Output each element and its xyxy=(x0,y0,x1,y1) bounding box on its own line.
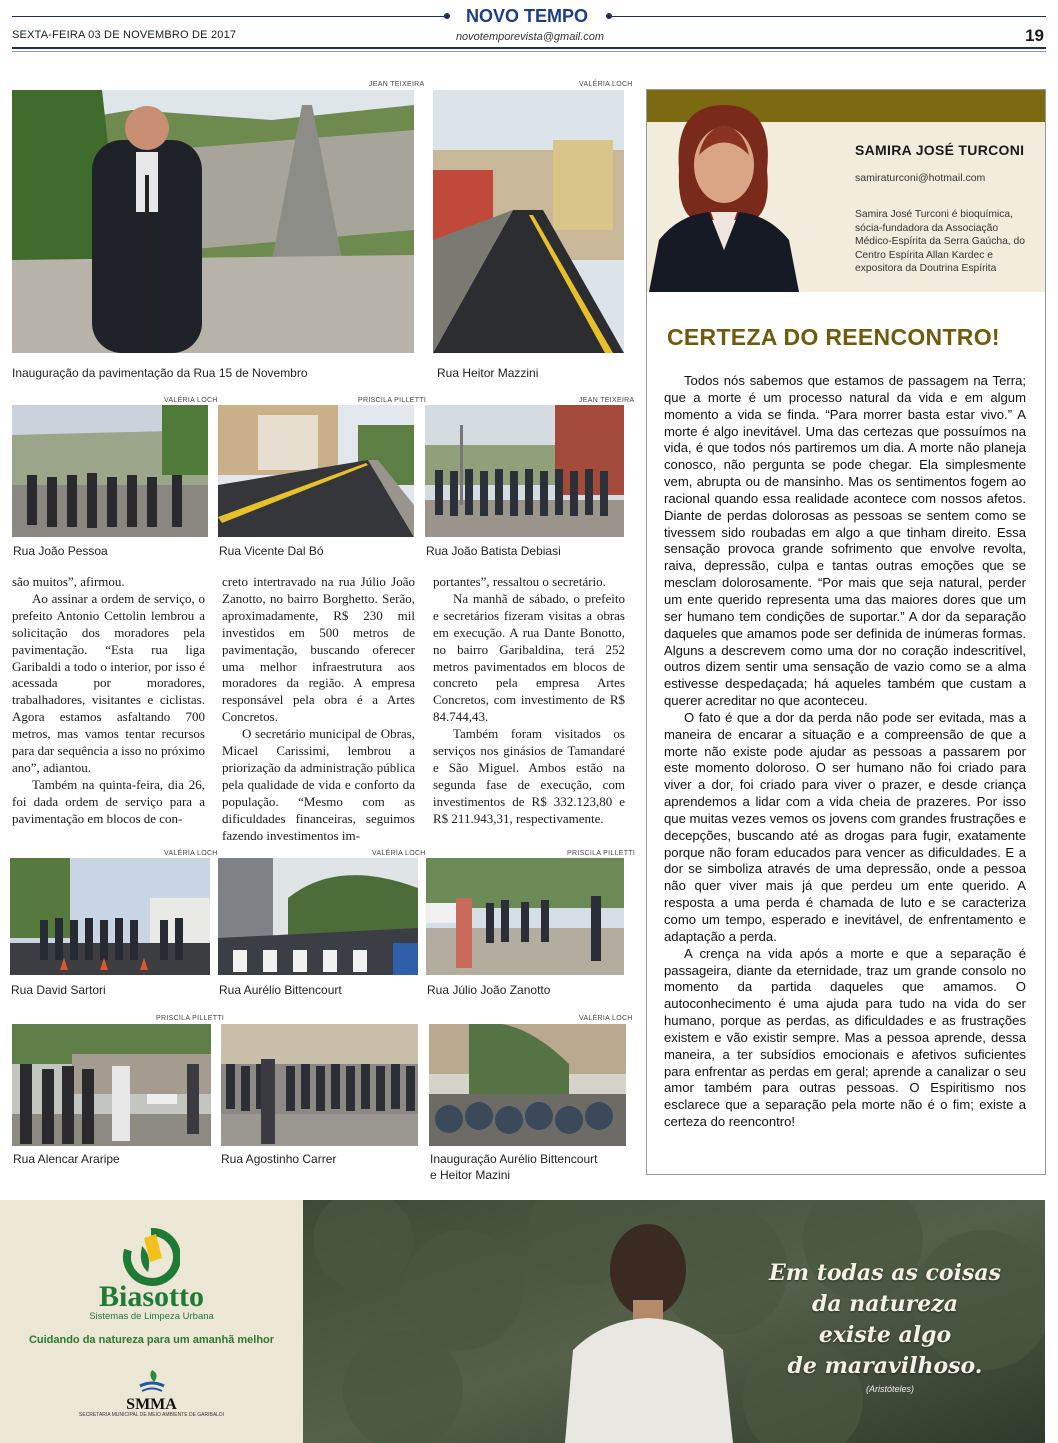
article-column-2 xyxy=(222,574,415,845)
quote-line: existe algo xyxy=(818,1322,952,1348)
photo-rua-joao-batista-debiasi xyxy=(425,405,624,537)
photo-rua-joao-pessoa xyxy=(12,405,208,537)
photo-caption: Rua Heitor Mazzini xyxy=(437,366,539,380)
photo-rua-julio-joao-zanotto xyxy=(426,858,624,975)
opinion-column xyxy=(646,89,1046,1175)
photo-credit: VALÉRIA LOCH xyxy=(164,397,218,404)
quote-line: da natureza xyxy=(811,1291,959,1317)
issue-date: SEXTA-FEIRA 03 DE NOVEMBRO DE 2017 xyxy=(12,29,237,41)
column-paragraph: Todos nós sabemos que estamos de passagem na Terra; que a morte é um processo natural da vida e em algum momento a vida se finda. “Para morrer basta estar vivo.” A morte é algo inevitável. Uma das certezas que possuímos na vida, é que todos nós partiremos um dia. A morte não planeja conosco, não pergunta se pode chegar. Ela simplesmente vem, abrupta ou de mansinho. Mas os sentimentos fogem ao racional quando essa realidade acontece com nossos afetos. Diante de perdas dolorosas as pessoas se sentem como se tivessem sido roubadas em algo a que tinham direito. Essa sensação provoca grande sofrimento que envolve revolta, raiva, depressão, culpa e tantas outras emoções que se mesclam dolorosamente. “Por mais que seja natural, perder um ente querido representa uma das maiores dores que um ser humano tem condições de suportar.” A dor da separação daqueles que amamos pode ser definida de inúmeras formas. Alguns a descrevem como uma dor no coração indescritível, outros dizem sentir uma sensação de vazio como se a alma estivesse despedaçada; há aqueles também que custam a querer acreditar no que aconteceu. xyxy=(664,373,1026,709)
brand-slogan: Cuidando da natureza para um amanhã melhor xyxy=(28,1334,275,1346)
photo-credit: VALÉRIA LOCH xyxy=(164,850,218,857)
quote-author: (Aristóteles) xyxy=(865,1384,914,1394)
biasotto-logo-icon xyxy=(122,1228,180,1286)
smma-logo-icon xyxy=(138,1368,166,1394)
article-paragraph: Ao assinar a ordem de serviço, o prefeito Antonio Cettolin lembrou a solicitação dos moradores pela pavimentação. “Esta rua liga Garibaldi a todo o interior, por isso é acessada por moradores, trabalhadores, visitantes e ciclistas. Agora estamos asfaltando 700 metros, mas vamos tentar recursos para dar sequência a isso no próximo ano”, adiantou. xyxy=(12,590,205,775)
photo-caption: Inauguração da pavimentação da Rua 15 de Novembro xyxy=(12,366,308,380)
brand-name: Biasotto xyxy=(99,1280,204,1313)
article-paragraph: Também foram visitados os serviços nos ginásios de Tamandaré e São Miguel. Ambos estão na segunda fase de execução, com investimentos de R$ 332.123,80 e R$ 211.943,31, respectivamente. xyxy=(433,726,625,826)
photo-caption: Rua Vicente Dal Bó xyxy=(219,544,324,558)
photo-caption: Rua João Pessoa xyxy=(13,544,108,558)
column-paragraph: A crença na vida após a morte e que a separação é passageira, diante da eternidade, traz um grande consolo no momento da partida daqueles que amamos. O autoconhecimento é uma ajuda para tudo na vida do ser humano, porque as perdas, as dificuldades e as frustrações existem e vão existir sempre. Mas a pessoa aprende, dessa maneira, a ter subsídios emocionais e afetivos suficientes para enfrentar as perdas em geral; aprende a canalizar o seu amor também para outras pessoas. O Espiritismo nos esclarece que a separação pela morte não é o fim; existe a certeza do reencontro! xyxy=(664,945,1026,1130)
header-rule-right xyxy=(610,16,1046,17)
column-paragraph: O fato é que a dor da perda não pode ser evitada, mas a maneira de encarar a situação e a compreensão de que a morte não existe pode ajudar as pessoas a passarem por este momento doloroso. O ser humano não foi criado para viver a dor, foi criado para viver o prazer, e desde criança aprendemos a lidar com a vida cheia de prazeres. Por isso que muitas vezes vemos os jovens com grandes frustrações e decepções, buscando até as drogas para fugir, exatamente porque não foram educados para vencer as dificuldades. E a dor se simboliza através de uma depressão, onde a pessoa não quer viver mais já que perdeu um ente querido. A resposta a uma perda é chamada de luto e se caracteriza como um tempo, esperado e inevitável, de enfrentamento e adaptação a perda. xyxy=(664,709,1026,944)
photo-caption: Rua David Sartori xyxy=(11,983,106,997)
ad-quote xyxy=(765,1258,1005,1382)
photo-credit: PRISCILA PILLETTI xyxy=(567,850,636,857)
quote-line: de maravilhoso. xyxy=(787,1353,983,1379)
page-number: 19 xyxy=(1025,26,1044,45)
photo-caption: Rua João Batista Debiasi xyxy=(426,544,561,558)
photo-rua-vicente-dal-bo xyxy=(218,405,414,537)
photo-caption: Rua Aurélio Bittencourt xyxy=(219,983,342,997)
header-rule-bottom xyxy=(12,47,1046,49)
article-column-3 xyxy=(433,574,625,828)
photo-rua-15-novembro xyxy=(12,90,414,353)
author-bio: Samira José Turconi é bioquímica, sócia-fundadora da Associação Médico-Espírita da Serra Gaúcha, do Centro Espírita Allan Kardec e expositora da Doutrina Espírita xyxy=(855,209,1025,274)
brand-subtitle: Sistemas de Limpeza Urbana xyxy=(89,1311,214,1322)
article-paragraph: O secretário municipal de Obras, Micael Carissimi, lembrou a priorização da administração pública pela qualidade de vida e conforto da população. “Mesmo com as dificuldades financeiras, seguimos fazendo investimentos im- xyxy=(222,726,415,843)
article-paragraph: creto intertravado na rua Júlio João Zanotto, no bairro Borghetto. Serão, aproximadamente, R$ 230 mil investidos em 500 metros de pavimentação, buscando oferecer uma melhor infraestrutura aos moradores da região. A empresa responsável pela obra é a Artes Concretos. xyxy=(222,574,415,725)
article-paragraph: Na manhã de sábado, o prefeito e secretários fizeram visitas a obras em execução. A rua Dante Bonotto, no bairro Garibaldina, terá 252 metros pavimentados em blocos de concreto pela empresa Artes Concretos, com investimento de R$ 84.744,43. xyxy=(433,590,625,725)
column-title: CERTEZA DO REENCONTRO! xyxy=(667,324,1000,350)
photo-caption: Rua Júlio João Zanotto xyxy=(427,983,551,997)
header-dot-left xyxy=(444,13,450,19)
photo-rua-david-sartori xyxy=(10,858,210,975)
quote-line: Em todas as coisas xyxy=(769,1260,1001,1286)
header-rule-bottom-thin xyxy=(12,51,1046,52)
photo-rua-alencar-araripe xyxy=(12,1024,211,1146)
photo-caption: Rua Alencar Araripe xyxy=(13,1152,120,1166)
header-rule-left xyxy=(12,16,448,17)
column-body xyxy=(664,373,1026,1131)
photo-caption: Inauguração Aurélio Bittencourt xyxy=(430,1152,598,1166)
photo-credit: PRISCILA PILLETTI xyxy=(358,397,427,404)
photo-credit: JEAN TEIXEIRA xyxy=(579,397,635,404)
photo-rua-heitor-mazzini xyxy=(433,90,624,353)
photo-rua-agostinho-carrer xyxy=(221,1024,418,1146)
photo-credit: VALÉRIA LOCH xyxy=(579,81,633,88)
article-paragraph: portantes”, ressaltou o secretário. xyxy=(433,574,606,589)
article-column-1 xyxy=(12,574,205,828)
photo-caption: Rua Agostinho Carrer xyxy=(221,1152,337,1166)
photo-inauguracao-aurelio-heitor xyxy=(429,1024,626,1146)
photo-credit: VALÉRIA LOCH xyxy=(372,850,426,857)
smma-subtitle: SECRETARIA MUNICIPAL DE MEIO AMBIENTE DE GARIBALDI xyxy=(79,1412,224,1418)
article-paragraph: são muitos”, afirmou. xyxy=(12,574,125,589)
author-name: SAMIRA JOSÉ TURCONI xyxy=(855,142,1025,158)
photo-credit: JEAN TEIXEIRA xyxy=(369,81,425,88)
photo-rua-aurelio-bittencourt xyxy=(218,858,418,975)
photo-caption-line2: e Heitor Mazini xyxy=(430,1168,511,1182)
author-email[interactable]: samiraturconi@hotmail.com xyxy=(855,172,986,184)
masthead-email[interactable]: novotemporevista@gmail.com xyxy=(455,31,605,43)
article-paragraph: Também na quinta-feira, dia 26, foi dada ordem de serviço para a pavimentação em blocos de con- xyxy=(12,776,205,826)
author-photo xyxy=(649,100,799,292)
photo-credit: VALÉRIA LOCH xyxy=(579,1015,633,1022)
photo-credit: PRISCILA PILLETTI xyxy=(156,1015,225,1022)
masthead-title: NOVO TEMPO xyxy=(465,6,588,26)
smma-label: SMMA xyxy=(126,1396,177,1413)
